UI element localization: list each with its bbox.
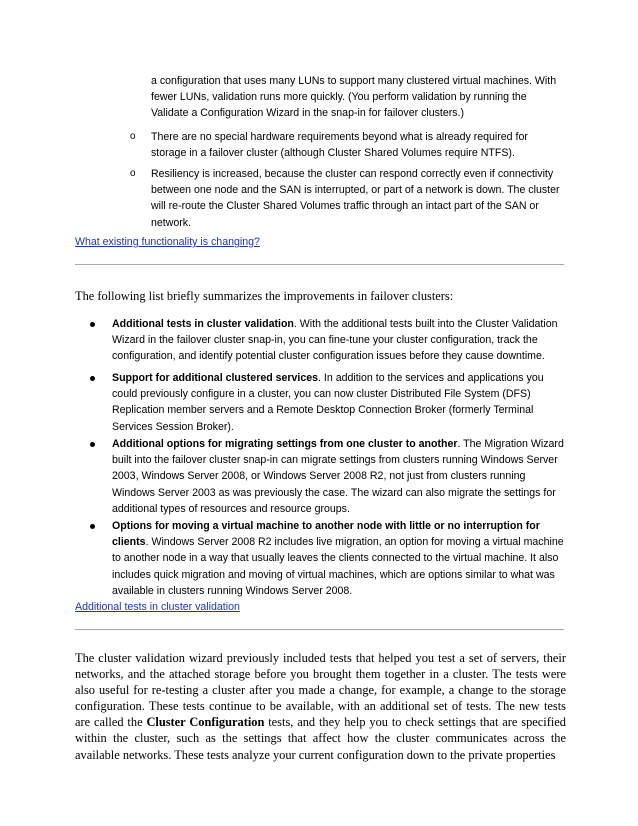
bullet-item-text (112, 316, 564, 365)
bullet-item (90, 370, 570, 435)
bullet-item-lead: Options for moving a virtual machine to another node with little or no interruption for clients (112, 520, 540, 549)
bullet-item (90, 436, 570, 517)
sub-list-item-text: Resiliency is increased, because the cluster can respond correctly even if connectivity between one node and the SAN is interrupted, or part of a network is down. The cluster will re-route the Cluster Shared Volumes traffic through an intact part of the SAN or network. (151, 168, 560, 229)
sub-list-item-text: There are no special hardware requirements beyond what is already required for storage in a failover cluster (although Cluster Shared Volumes require NTFS). (151, 131, 528, 160)
sub-bullet-marker: o (130, 168, 136, 179)
bullet-item-lead: Additional options for migrating settings from one cluster to another (112, 438, 458, 450)
bullet-item-body: . With the additional tests built into the Cluster Validation Wizard in the failover cluster snap-in, you can fine-tune your cluster configuration, track the configuration, and identify potential cluster configuration issues before they cause downtime. (112, 318, 558, 363)
section-divider (75, 264, 564, 265)
body-paragraph-text: tests, and they help you to check settings that are specified within the cluster, such as the settings that affect how the cluster communicates across the available networks. These tests analyze your current configuration down to the private properties (75, 715, 566, 762)
body-paragraph-text: The cluster validation wizard previously included tests that helped you test a set of servers, their networks, and the attached storage before you brought them together in a cluster. The tests were also useful for re-testing a cluster after you made a change, for example, a change to the storage configuration. These tests continue to be available, with an additional set of tests. The new tests are called the (75, 651, 566, 730)
intro-paragraph: The following list briefly summarizes the improvements in failover clusters: (75, 289, 454, 303)
bullet-item-lead: Additional tests in cluster validation (112, 318, 294, 330)
sub-list-item (130, 129, 570, 161)
bullet-item-body: . In addition to the services and applications you could previously configure in a cluster, you can now cluster Distributed File System (DFS) Replication member servers and a Remote Desktop Connection Broker (formerly Terminal Services Session Broker). (112, 372, 544, 433)
bullet-item-lead: Support for additional clustered services (112, 372, 319, 384)
bullet-item-text (112, 518, 564, 599)
sub-list-item (130, 166, 570, 231)
link-additional-tests-in-cluster-validation[interactable]: Additional tests in cluster validation (75, 601, 240, 613)
bullet-item-body: . The Migration Wizard built into the failover cluster snap-in can migrate settings from clusters running Windows Server 2003, Windows Server 2008, or Windows Server 2008 R2, not just from clusters running Windows Server 2003 as was previously the case. The wizard can also migrate the settings for additional types of resources and resource groups. (112, 438, 564, 515)
bullet-dot (90, 524, 95, 529)
link-what-existing-functionality-is-changing[interactable]: What existing functionality is changing? (75, 236, 260, 248)
bullet-dot (90, 376, 95, 381)
body-paragraph (75, 650, 566, 763)
bullet-dot (90, 442, 95, 447)
bullet-dot (90, 322, 95, 327)
bullet-item-body: . Windows Server 2008 R2 includes live migration, an option for moving a virtual machine to another node in a way that usually leaves the clients connected to the virtual machine. It also includes quick migration and moving of virtual machines, which are options similar to what was available in clusters running Windows Server 2008. (112, 536, 564, 597)
sub-bullet-marker: o (130, 131, 136, 142)
section-divider (75, 629, 564, 630)
continuation-paragraph: a configuration that uses many LUNs to support many clustered virtual machines. With fewer LUNs, validation runs more quickly. (You perform validation by running the Validate a Configuration Wizard in the snap-in for failover clusters.) (151, 75, 557, 120)
bullet-item-text (112, 436, 564, 517)
bullet-item-text (112, 370, 564, 435)
bullet-item (90, 316, 570, 365)
body-paragraph-emphasis: Cluster Configuration (146, 715, 265, 730)
bullet-item (90, 518, 570, 599)
